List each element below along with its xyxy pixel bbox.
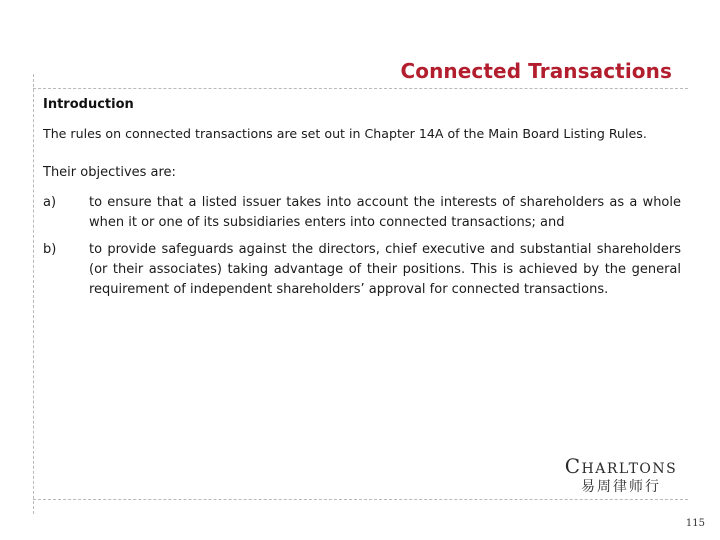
logo-brand-text: Charltons <box>564 454 678 478</box>
page-number: 115 <box>685 518 705 529</box>
logo-chinese-text: 易周律师行 <box>581 479 661 495</box>
section-heading: Introduction <box>43 97 134 112</box>
objective-marker: b) <box>43 242 57 257</box>
objective-marker: a) <box>43 195 57 210</box>
objective-text: to provide safeguards against the directors, chief executive and substantial shareholders (or their associates) taking advantage of their positions. This is achieved by the general requirement of independent shareholders’ approval for connected transactions. <box>89 242 681 297</box>
objective-text: to ensure that a listed issuer takes into account the interests of shareholders as a whole when it or one of its subsidiaries enters into connected transactions; and <box>89 195 681 230</box>
left-dashed-rule <box>33 74 34 514</box>
charltons-logo <box>560 456 682 496</box>
footer-dashed-rule <box>33 499 688 500</box>
intro-paragraph: The rules on connected transactions are set out in Chapter 14A of the Main Board Listing Rules. <box>43 126 647 141</box>
slide-title: Connected Transactions <box>400 59 672 83</box>
objectives-paragraph: Their objectives are: <box>43 165 176 180</box>
title-dashed-rule <box>33 88 688 89</box>
